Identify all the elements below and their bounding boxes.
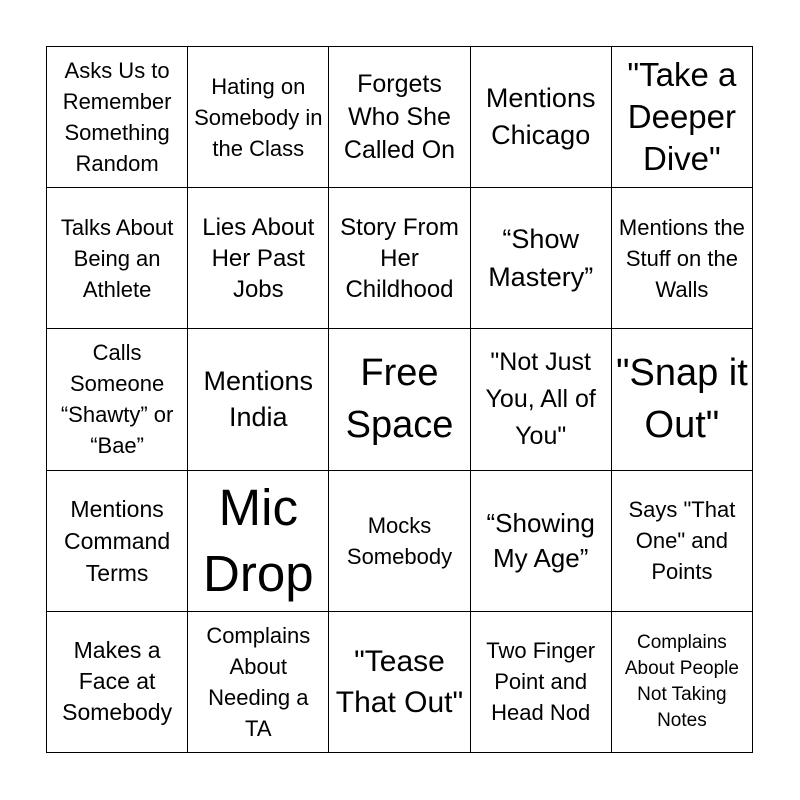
- cell-label: "Not Just You, All of You": [485, 347, 596, 450]
- bingo-cell[interactable]: [188, 47, 329, 188]
- bingo-board: [46, 46, 753, 753]
- cell-label: Mentions India: [203, 366, 314, 433]
- bingo-cell[interactable]: [329, 47, 470, 188]
- bingo-cell[interactable]: [612, 329, 753, 470]
- bingo-cell[interactable]: [471, 612, 612, 753]
- bingo-cell[interactable]: [329, 612, 470, 753]
- bingo-cell[interactable]: [329, 188, 470, 329]
- cell-label: "Tease That Out": [335, 644, 464, 719]
- cell-label: "Take a Deeper Dive": [627, 56, 737, 178]
- cell-label: “Showing My Age”: [486, 507, 595, 573]
- cell-label: Lies About Her Past Jobs: [202, 213, 315, 303]
- bingo-cell[interactable]: [188, 471, 329, 612]
- cell-label: Two Finger Point and Head Nod: [486, 638, 596, 726]
- bingo-cell[interactable]: [47, 471, 188, 612]
- bingo-cell[interactable]: [471, 471, 612, 612]
- cell-label: Calls Someone “Shawty” or “Bae”: [60, 340, 174, 459]
- cell-label: Free Space: [345, 352, 454, 447]
- cell-label: Story From Her Childhood: [340, 213, 459, 303]
- cell-label: Complains About Needing a TA: [206, 622, 311, 741]
- bingo-cell[interactable]: [471, 47, 612, 188]
- cell-label: Hating on Somebody in the Class: [194, 73, 323, 161]
- cell-label: Mentions the Stuff on the Walls: [618, 214, 745, 302]
- bingo-cell[interactable]: [612, 188, 753, 329]
- cell-label: "Snap it Out": [615, 352, 748, 447]
- cell-label: Makes a Face at Somebody: [62, 637, 173, 726]
- bingo-cell[interactable]: [47, 188, 188, 329]
- cell-label: “Show Mastery”: [488, 224, 594, 293]
- bingo-cell[interactable]: [612, 612, 753, 753]
- bingo-cell[interactable]: [47, 47, 188, 188]
- bingo-cell[interactable]: [329, 471, 470, 612]
- cell-label: Mentions Chicago: [485, 83, 596, 151]
- bingo-cell[interactable]: [329, 329, 470, 470]
- cell-label: Mentions Command Terms: [64, 495, 171, 586]
- cell-label: Forgets Who She Called On: [343, 69, 456, 164]
- cell-label: Asks Us to Remember Something Random: [62, 58, 172, 177]
- cell-label: Says "That One" and Points: [628, 497, 736, 585]
- bingo-cell[interactable]: [612, 471, 753, 612]
- cell-label: Complains About People Not Taking Notes: [624, 631, 739, 731]
- cell-label: Mic Drop: [203, 478, 314, 602]
- bingo-cell[interactable]: [47, 329, 188, 470]
- bingo-cell[interactable]: [471, 329, 612, 470]
- bingo-cell[interactable]: [188, 612, 329, 753]
- bingo-cell[interactable]: [612, 47, 753, 188]
- cell-label: Talks About Being an Athlete: [60, 214, 174, 302]
- bingo-cell[interactable]: [47, 612, 188, 753]
- bingo-cell[interactable]: [188, 188, 329, 329]
- bingo-cell[interactable]: [471, 188, 612, 329]
- bingo-cell[interactable]: [188, 329, 329, 470]
- cell-label: Mocks Somebody: [346, 512, 453, 569]
